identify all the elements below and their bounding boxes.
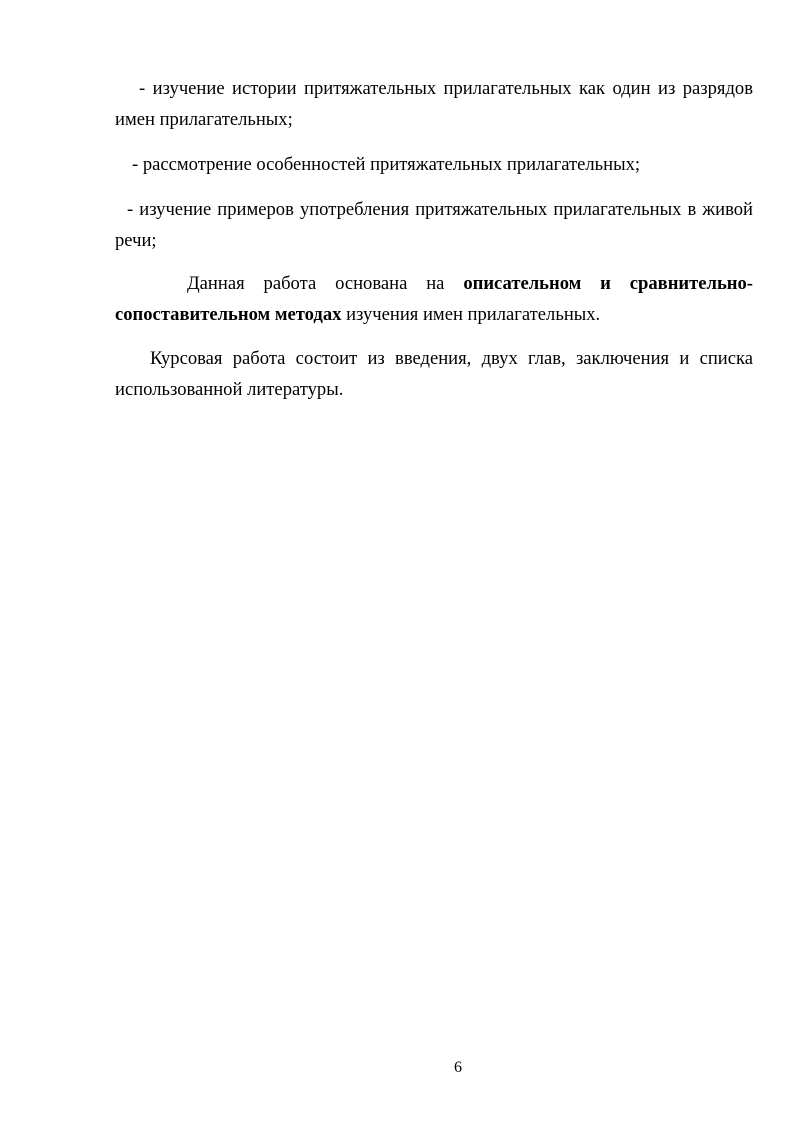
structure-paragraph: Курсовая работа состоит из введения, двух глав, заключения и списка использованной литературы.	[115, 348, 753, 400]
list-item-examples: - изучение примеров употребления притяжательных прилагательных в живой речи;	[115, 199, 753, 251]
methods-paragraph	[115, 268, 753, 330]
methods-lead-text: Данная работа основана на	[187, 273, 445, 294]
methods-bold-text: описательном и сравнительно-сопоставительном методах	[115, 273, 753, 325]
list-item-history: - изучение истории притяжательных прилагательных как один из разрядов имен прилагательных;	[115, 78, 753, 130]
page-number: 6	[454, 1059, 462, 1076]
methods-tail-text: изучения имен прилагательных.	[346, 304, 601, 325]
list-item-features: - рассмотрение особенностей притяжательных прилагательных;	[132, 154, 641, 175]
